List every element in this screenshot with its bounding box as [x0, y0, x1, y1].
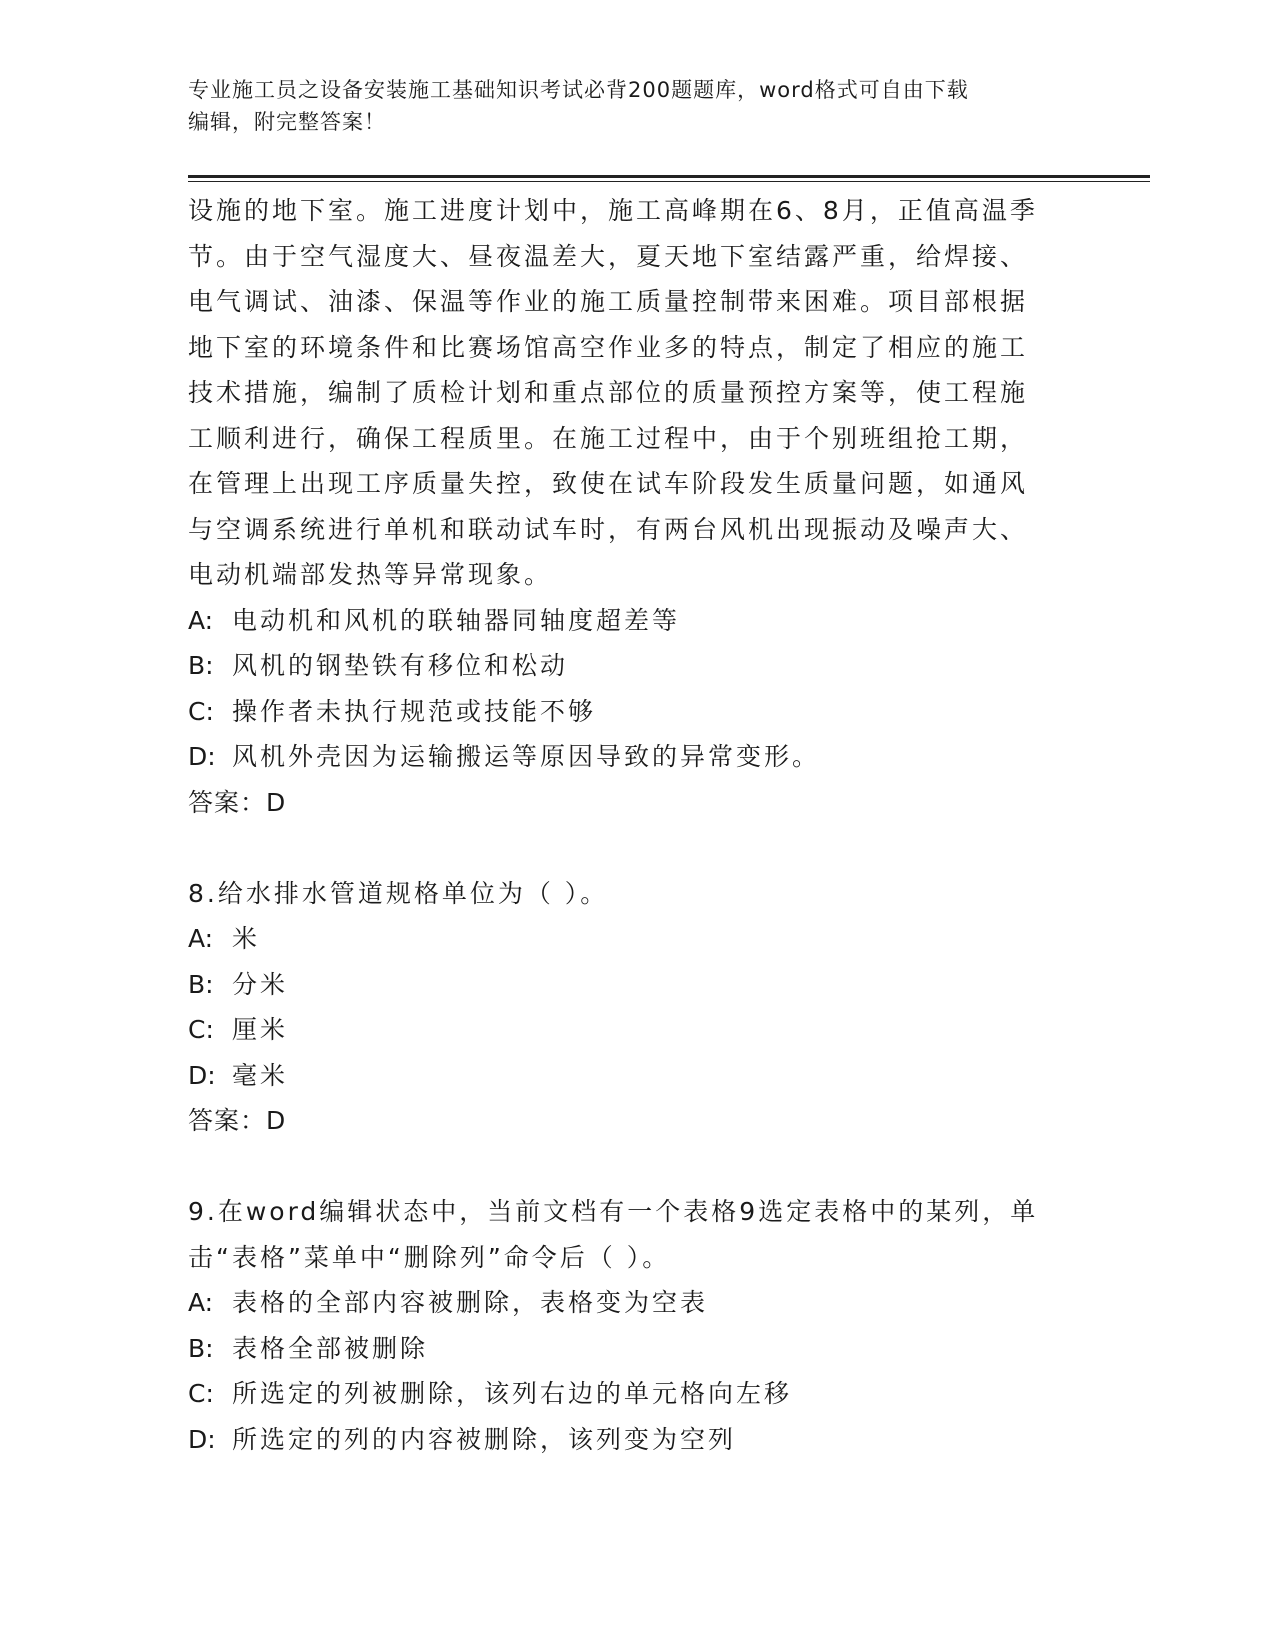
option-c [188, 1371, 1088, 1417]
question-text-line: 与空调系统进行单机和联动试车时，有两台风机出现振动及噪声大、 [188, 514, 1029, 544]
question-text-line: 在管理上出现工序质量失控，致使在试车阶段发生质量问题，如通风 [188, 469, 1029, 498]
option-d [188, 734, 1088, 780]
option-text: 风机的钢垫铁有移位和松动 [232, 651, 569, 680]
option-letter: D: [188, 1060, 216, 1090]
option-text: 厘米 [232, 1015, 289, 1044]
option-text: 表格的全部内容被删除，表格变为空表 [232, 1288, 709, 1317]
option-text: 风机外壳因为运输搬运等原因导致的异常变形。 [232, 742, 821, 771]
header-line-2: 编辑，附完整答案！ [188, 110, 386, 134]
option-letter: C: [188, 1379, 214, 1408]
option-text: 米 [232, 924, 261, 953]
header-line-1: 专业施工员之设备安装施工基础知识考试必背200题题库，word格式可自由下载 [188, 78, 969, 102]
option-a [188, 1280, 1088, 1326]
option-letter: D: [188, 742, 216, 771]
option-text: 毫米 [232, 1060, 289, 1090]
option-text: 所选定的列的内容被删除，该列变为空列 [232, 1424, 737, 1454]
spacer [188, 1144, 1088, 1190]
option-letter: B: [188, 1333, 214, 1363]
option-c [188, 689, 1088, 735]
option-text: 所选定的列被删除，该列右边的单元格向左移 [232, 1379, 793, 1408]
option-b [188, 1326, 1088, 1372]
option-text: 电动机和风机的联轴器同轴度超差等 [232, 605, 681, 635]
document-body [188, 188, 1088, 1462]
question-text-line: 电动机端部发热等异常现象。 [188, 560, 553, 589]
option-letter: A: [188, 1288, 214, 1317]
option-letter: C: [188, 696, 214, 726]
option-letter: B: [188, 651, 214, 680]
option-c [188, 1007, 1088, 1053]
question-text-line: 工顺利进行，确保工程质里。在施工过程中，由于个别班组抢工期， [188, 423, 1029, 453]
option-d [188, 1053, 1088, 1099]
option-b [188, 962, 1088, 1008]
question-text-line: 设施的地下室。施工进度计划中，施工高峰期在6、8月，正值高温季 [188, 196, 1038, 225]
option-letter: B: [188, 969, 214, 999]
header-rule-thick [188, 175, 1150, 178]
question-text-line: 电气调试、油漆、保温等作业的施工质量控制带来困难。项目部根据 [188, 287, 1029, 316]
question-7 [188, 188, 1088, 825]
header-rule-thin [188, 181, 1150, 182]
option-letter: A: [188, 605, 214, 635]
option-text: 表格全部被删除 [232, 1333, 429, 1363]
option-d [188, 1417, 1088, 1463]
question-text-line: 8.给水排水管道规格单位为（ ）。 [188, 878, 609, 908]
question-text-line: 击“表格”菜单中“删除列”命令后（ ）。 [188, 1242, 671, 1272]
option-a [188, 916, 1088, 962]
answer-line: 答案：D [188, 1106, 287, 1135]
option-text: 操作者未执行规范或技能不够 [232, 696, 597, 726]
question-text-line: 9.在word编辑状态中，当前文档有一个表格9选定表格中的某列，单 [188, 1197, 1039, 1226]
answer-line: 答案：D [188, 787, 287, 817]
spacer [188, 825, 1088, 871]
option-letter: D: [188, 1424, 216, 1454]
document-header [188, 74, 1088, 138]
question-text-line: 技术措施，编制了质检计划和重点部位的质量预控方案等，使工程施 [188, 378, 1029, 407]
option-b [188, 643, 1088, 689]
question-text-line: 节。由于空气湿度大、昼夜温差大，夏天地下室结露严重，给焊接、 [188, 241, 1029, 271]
question-9 [188, 1189, 1088, 1462]
option-letter: C: [188, 1015, 214, 1044]
option-letter: A: [188, 924, 214, 953]
option-a [188, 598, 1088, 644]
question-8 [188, 871, 1088, 1144]
option-text: 分米 [232, 969, 289, 999]
question-text-line: 地下室的环境条件和比赛场馆高空作业多的特点，制定了相应的施工 [188, 332, 1029, 362]
